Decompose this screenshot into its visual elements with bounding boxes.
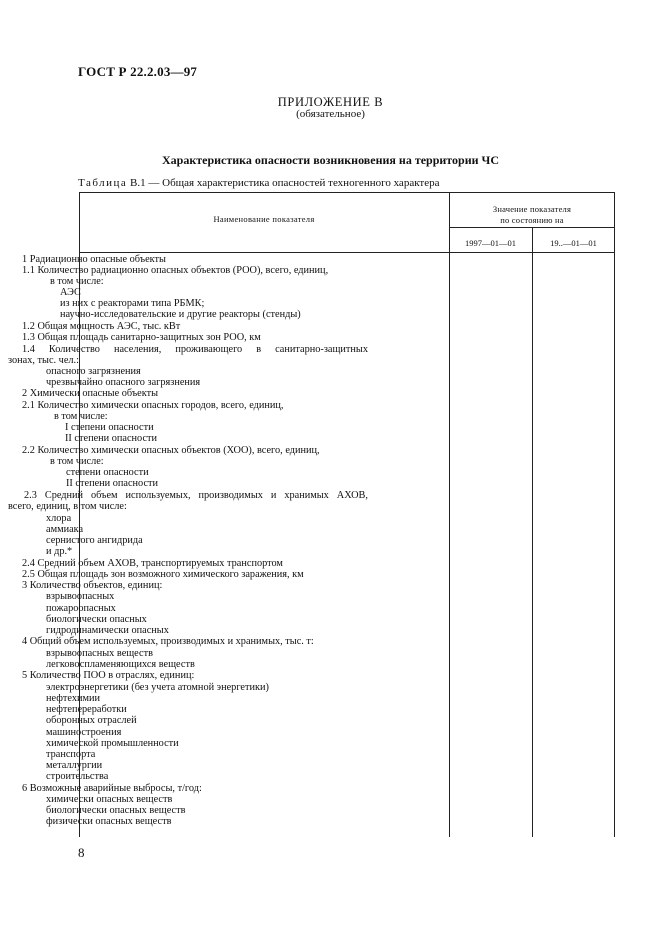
table-row: в том числе: <box>50 456 104 467</box>
table-right-border <box>614 192 615 837</box>
table-row: 2.4 Средний объем АХОВ, транспортируемых транспортом <box>22 558 283 569</box>
table-row: II степени опасности <box>66 478 159 489</box>
table-row: взрывоопасных веществ <box>46 648 153 659</box>
column-header-value <box>449 204 615 226</box>
table-row: 6 Возможные аварийные выбросы, т/год: <box>22 783 202 794</box>
column-header-date-1: 1997—01—01 <box>465 238 516 248</box>
table-row: аммиака <box>46 524 84 535</box>
table-row: машиностроения <box>46 727 122 738</box>
table-row: 1.2 Общая мощность АЭС, тыс. кВт <box>22 321 181 332</box>
column-divider-1 <box>449 192 450 837</box>
table-row: химически опасных веществ <box>46 794 173 805</box>
table-row: из них с реакторами типа РБМК; <box>60 298 205 309</box>
table-row: гидродинамически опасных <box>46 625 169 636</box>
column-header-value-line1: Значение показателя <box>492 204 572 214</box>
standard-designation: ГОСТ Р 22.2.03—97 <box>78 64 198 79</box>
table-row: биологически опасных веществ <box>46 805 186 816</box>
table-row: 2 Химически опасные объекты <box>22 388 159 399</box>
table-row: оборонных отраслей <box>46 715 137 726</box>
table-row: физически опасных веществ <box>46 816 172 827</box>
appendix-title: ПРИЛОЖЕНИЕ В <box>277 95 384 109</box>
table-row: биологически опасных <box>46 614 147 625</box>
section-title: Характеристика опасности возникновения на территории ЧС <box>161 153 500 167</box>
table-row: сернистого ангидрида <box>46 535 143 546</box>
table-row: АЭС <box>60 287 81 298</box>
table-row: 1.3 Общая площадь санитарно-защитных зон РОО, км <box>22 332 261 343</box>
table-row: 3 Количество объектов, единиц: <box>22 580 163 591</box>
table-row: строительства <box>46 771 109 782</box>
table-row: научно-исследовательские и другие реакторы (стенды) <box>60 309 301 320</box>
table-row: нефтехимии <box>46 693 101 704</box>
column-divider-2 <box>532 227 533 837</box>
table-row: металлургии <box>46 760 103 771</box>
header-bottom-border <box>79 252 615 253</box>
table-row: легковоспламеняющихся веществ <box>46 659 195 670</box>
table-row: транспорта <box>46 749 96 760</box>
table-row: электроэнергетики (без учета атомной энергетики) <box>46 682 269 693</box>
header-subdivider <box>449 227 615 228</box>
table-caption-text: В.1 — Общая характеристика опасностей техногенного характера <box>127 177 440 189</box>
table-caption-label: Таблица <box>78 177 128 189</box>
table-top-border <box>79 192 615 193</box>
table-row: химической промышленности <box>46 738 179 749</box>
table-caption <box>78 177 439 189</box>
table-row: 1 Радиационно опасные объекты <box>22 254 166 265</box>
table-row: 2.2 Количество химически опасных объектов (ХОО), всего, единиц, <box>22 445 320 456</box>
table-row: в том числе: <box>50 276 104 287</box>
table-row: 5 Количество ПОО в отраслях, единиц: <box>22 670 195 681</box>
table-row: 1.1 Количество радиационно опасных объектов (РОО), всего, единиц, <box>22 265 329 276</box>
table-row: всего, единиц, в том числе: <box>8 501 127 512</box>
appendix-note: (обязательное) <box>296 108 365 120</box>
table-row: I степени опасности <box>65 422 154 433</box>
table-row: II степени опасности <box>65 433 158 444</box>
table-row: пожароопасных <box>46 603 116 614</box>
table-row: взрывоопасных <box>46 591 115 602</box>
table-row: 1.4 Количество населения, проживающего в санитарно-защитных <box>22 344 368 355</box>
page-number: 8 <box>78 845 85 860</box>
table-row: 4 Общий объем используемых, производимых и хранимых, тыс. т: <box>22 636 314 647</box>
column-header-value-line2: по состоянию на <box>500 215 564 225</box>
table-row: и др.* <box>46 546 73 557</box>
table-row: 2.1 Количество химически опасных городов, всего, единиц, <box>22 400 284 411</box>
table-row: зонах, тыс. чел.: <box>8 355 79 366</box>
column-header-name: Наименование показателя <box>213 214 315 224</box>
table-row: нефтепереработки <box>46 704 127 715</box>
table-row: опасного загрязнения <box>46 366 141 377</box>
table-row: 2.5 Общая площадь зон возможного химического заражения, км <box>22 569 304 580</box>
column-header-date-2: 19..—01—01 <box>550 238 597 248</box>
table-row: хлора <box>46 513 72 524</box>
table-row: степени опасности <box>66 467 149 478</box>
table-row: чрезвычайно опасного загрязнения <box>46 377 201 388</box>
table-row: в том числе: <box>54 411 108 422</box>
table-row: 2.3 Средний объем используемых, производимых и хранимых АХОВ, <box>24 490 368 501</box>
